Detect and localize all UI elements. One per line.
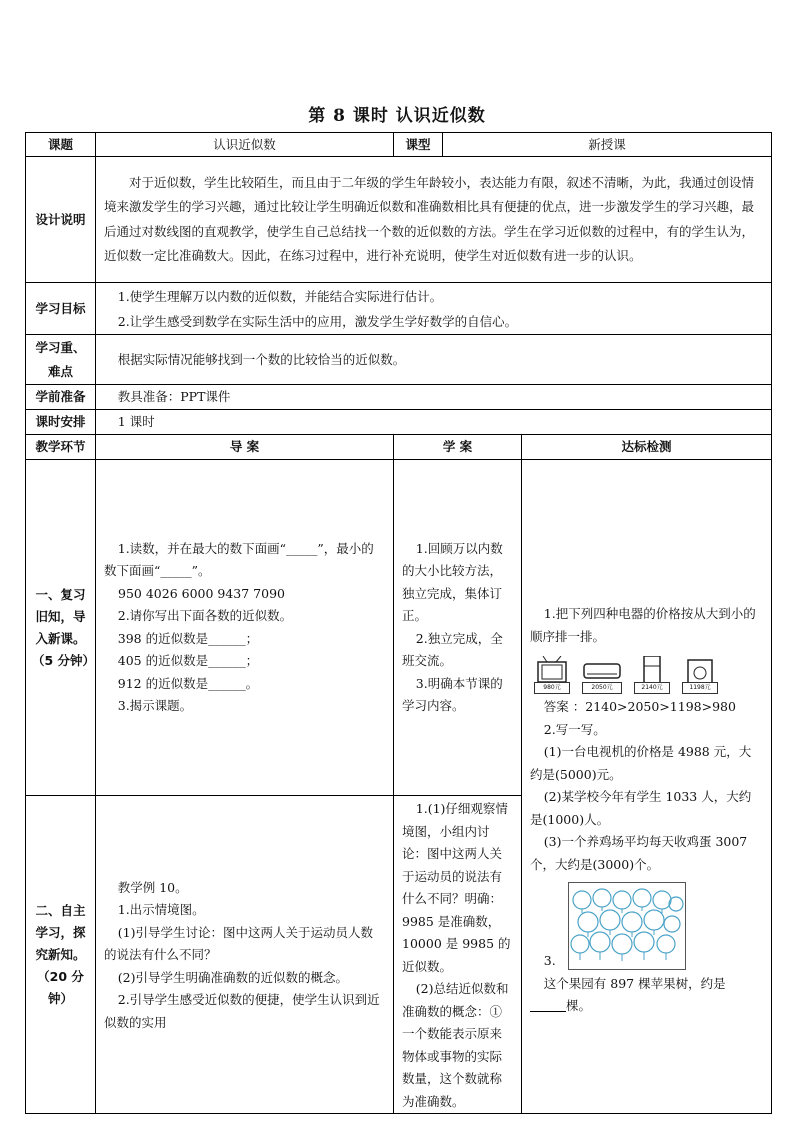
air-conditioner-image xyxy=(582,656,622,694)
price-tag-tv: 980元 xyxy=(534,682,570,694)
s1-guide-5: 912 的近似数是______。 xyxy=(117,675,259,691)
s2-study-1: 1.(1)仔细观察情境图，小组内讨论：图中这两人关于运动员的说法有什么不同？明确：9985 是准确数，10000 是 9985 的近似数。 xyxy=(402,801,511,974)
section1-stage: 一、复习旧知，导入新课。（5 分钟） xyxy=(26,460,96,796)
prep-row xyxy=(26,385,772,410)
design-label: 设计说明 xyxy=(26,157,96,283)
type-label: 课型 xyxy=(394,133,443,157)
s1-study-2: 2.独立完成，全班交流。 xyxy=(402,630,503,668)
page-title: 第 8 课时 认识近似数 xyxy=(308,106,486,126)
lesson-plan-table xyxy=(25,132,772,1114)
topic-label: 课题 xyxy=(26,133,96,157)
topic-value: 认识近似数 xyxy=(96,133,394,157)
check-q2-2: (2)某学校今年有学生 1033 人，大约是(1000)人。 xyxy=(530,789,752,827)
check-q1: 1.把下列四种电器的价格按从大到小的顺序排一排。 xyxy=(530,606,756,644)
s2-guide-2: 1.出示情境图。 xyxy=(117,902,205,918)
schedule-row xyxy=(26,410,772,435)
section2-guide xyxy=(96,796,394,1114)
check-cell xyxy=(522,460,772,1114)
goal-1: 1.使学生理解万以内数的近似数，并能结合实际进行估计。 xyxy=(117,288,443,304)
check-q3-line xyxy=(530,995,763,1018)
goals-label: 学习目标 xyxy=(26,283,96,335)
goals-row xyxy=(26,283,772,335)
col-check: 达标检测 xyxy=(522,435,772,460)
goal-2: 2.让学生感受到数学在实际生活中的应用，激发学生学好数学的自信心。 xyxy=(117,313,518,329)
keypoints-row xyxy=(26,335,772,385)
appliance-images xyxy=(534,656,763,694)
keypoints-label: 学习重、难点 xyxy=(26,335,96,385)
tv-image xyxy=(534,656,570,694)
s2-guide-1: 教学例 10。 xyxy=(117,879,188,895)
check-q2-3: (3)一个养鸡场平均每天收鸡蛋 3007 个，大约是(3000)个。 xyxy=(530,834,748,872)
goals-cell xyxy=(96,283,772,335)
keypoints-text: 根据实际情况能够找到一个数的比较恰当的近似数。 xyxy=(96,335,772,385)
washer-image xyxy=(682,656,718,694)
schedule-text: 1 课时 xyxy=(96,410,772,435)
price-tag-ac: 2050元 xyxy=(582,682,622,694)
col-guide: 导 案 xyxy=(96,435,394,460)
s1-study-1: 1.回顾万以内数的大小比较方法，独立完成，集体订正。 xyxy=(402,540,503,623)
s1-guide-1: 1.读数，并在最大的数下面画“_____”，最小的数下面画“_____”。 xyxy=(104,540,374,578)
check-answer: 答案 ：2140>2050>1198>980 xyxy=(543,699,736,715)
s2-study-2: (2)总结近似数和准确数的概念：①一个数能表示原来物体或事物的实际数量，这个数就称为准确数。 xyxy=(402,981,509,1109)
section1-guide xyxy=(96,460,394,796)
price-tag-washer: 1198元 xyxy=(682,682,718,694)
section1-row xyxy=(26,460,772,796)
s1-guide-6: 3.揭示课题。 xyxy=(117,698,193,713)
s1-guide-4: 405 的近似数是______； xyxy=(117,653,259,668)
col-stage: 教学环节 xyxy=(26,435,96,460)
check-q3-text: 这个果园有 897 棵苹果树，约是 xyxy=(543,975,726,991)
col-study: 学 案 xyxy=(394,435,522,460)
s1-guide-2: 2.请你写出下面各数的近似数。 xyxy=(117,608,293,623)
s2-guide-5: 2.引导学生感受近似数的便捷，使学生认识到近似数的实用 xyxy=(104,992,380,1030)
s1-guide-3: 398 的近似数是______； xyxy=(117,630,259,646)
section1-study xyxy=(394,460,522,796)
type-value: 新授课 xyxy=(443,133,772,157)
orchard-image xyxy=(568,882,686,970)
check-q3-num: 3. xyxy=(543,953,556,969)
check-q2-1: (1)一台电视机的价格是 4988 元，大约是(5000)元。 xyxy=(530,744,752,782)
schedule-label: 课时安排 xyxy=(26,410,96,435)
s2-guide-4: (2)引导学生明确准确数的近似数的概念。 xyxy=(117,969,348,985)
prep-text: 教具准备：PPT课件 xyxy=(96,385,772,410)
check-q3 xyxy=(530,973,763,996)
design-row xyxy=(26,157,772,283)
section2-stage: 二、自主学习，探究新知。（20 分钟） xyxy=(26,796,96,1114)
check-q2: 2.写一写。 xyxy=(543,721,606,737)
answer-blank xyxy=(530,997,566,1012)
fridge-image xyxy=(634,656,670,694)
section2-study xyxy=(394,796,522,1114)
prep-label: 学前准备 xyxy=(26,385,96,410)
columns-header-row xyxy=(26,435,772,460)
s2-guide-3: (1)引导学生讨论：图中这两人关于运动员人数的说法有什么不同？ xyxy=(104,924,373,963)
price-tag-fridge: 2140元 xyxy=(634,682,670,694)
check-q3-tail: 棵。 xyxy=(566,998,592,1014)
s1-guide-numbers: 950 4026 6000 9437 7090 xyxy=(118,585,285,601)
s1-study-3: 3.明确本节课的学习内容。 xyxy=(402,675,503,713)
design-text: 对于近似数，学生比较陌生，而且由于二年级的学生年龄较小，表达能力有限，叙述不清晰，为此，我通过创设情境来激发学生的学习兴趣，通过比较让学生明确近似数和准确数相比具有便捷的优点，进一步激发学生的学习兴趣，最后通过对数线图的直观教学，使学生自己总结找一个数的近似数的方法。学生在学习近似数的过程中，有的学生认为，近似数一定比准确数大。因此，在练习过程中，进行补充说明，使学生对近似数有进一步的认识。 xyxy=(96,157,772,283)
topic-row xyxy=(26,133,772,157)
